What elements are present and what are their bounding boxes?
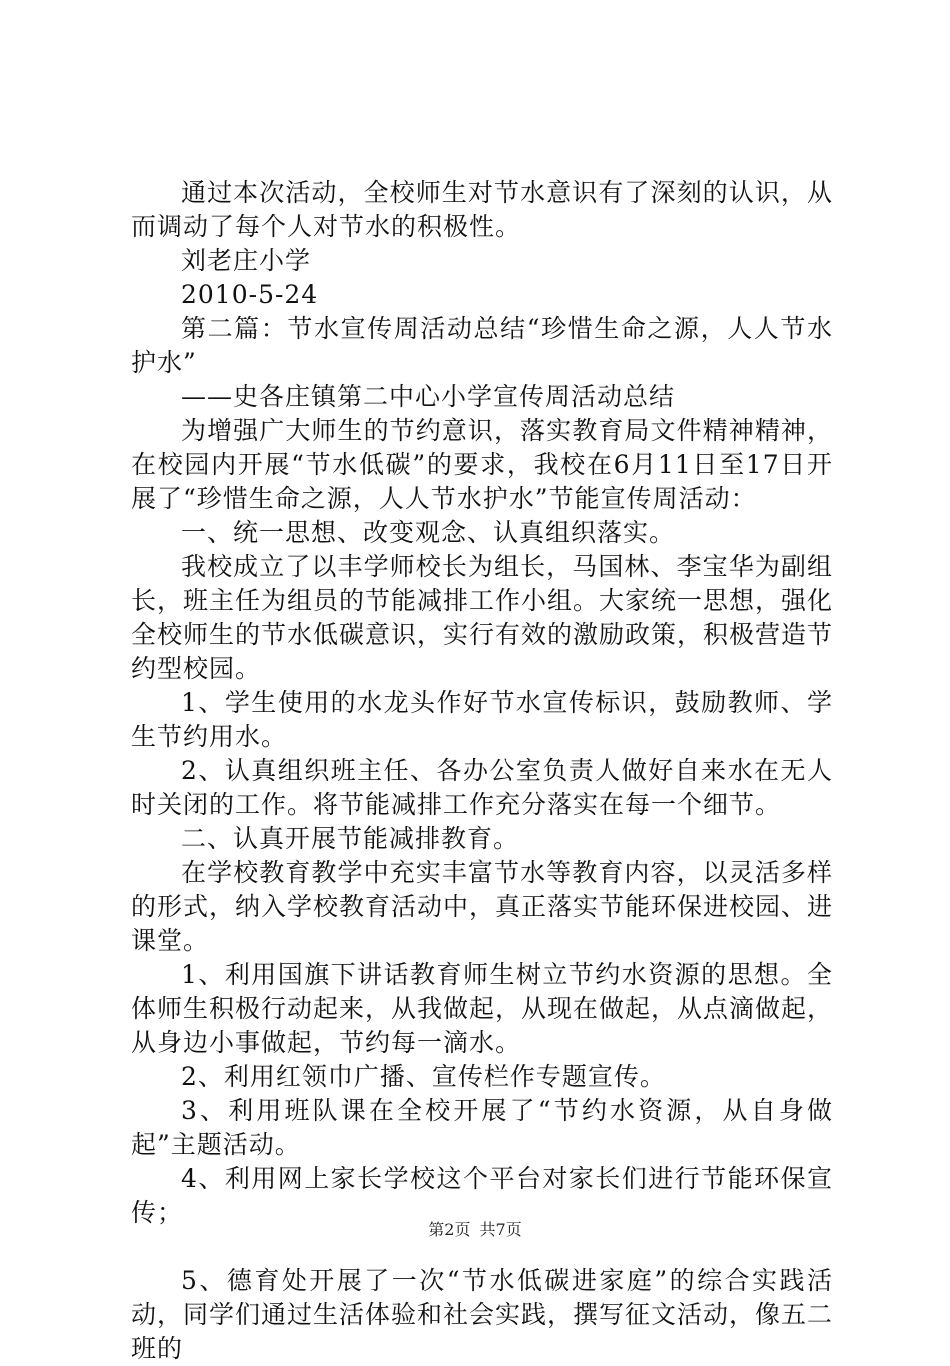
list-item-6: 4、利用网上家长学校这个平台对家长们进行节能环保宣传； [131, 1164, 833, 1227]
heading-two: 二、认真开展节能减排教育。 [181, 824, 520, 853]
document-body [131, 176, 833, 1366]
paragraph-summary: 通过本次活动，全校师生对节水意识有了深刻的认识，从而调动了每个人对节水的积极性。 [131, 178, 833, 241]
section-subtitle: ——史各庄镇第二中心小学宣传周活动总结 [181, 382, 676, 411]
list-item-3: 1、利用国旗下讲话教育师生树立节约水资源的思想。全体师生积极行动起来，从我做起，从现在做起，从点滴做起，从身边小事做起，节约每一滴水。 [131, 960, 834, 1057]
page-total: 共7页 [479, 1220, 522, 1239]
section-title: 第二篇：节水宣传周活动总结“珍惜生命之源，人人节水护水” [131, 314, 833, 377]
signature-school: 刘老庄小学 [181, 246, 312, 275]
list-item-1: 1、学生使用的水龙头作好节水宣传标识，鼓励教师、学生节约用水。 [131, 688, 833, 751]
page-footer [0, 1217, 950, 1240]
list-item-7: 5、德育处开展了一次“节水低碳进家庭”的综合实践活动，同学们通过生活体验和社会实践，撰写征文活动，像五二班的 [131, 1266, 834, 1363]
list-item-5: 3、利用班队课在全校开展了“节约水资源，从自身做起”主题活动。 [131, 1096, 833, 1159]
heading-one: 一、统一思想、改变观念、认真组织落实。 [181, 518, 676, 547]
paragraph-education: 在学校教育教学中充实丰富节水等教育内容，以灵活多样的形式，纳入学校教育活动中，真正落实节能环保进校园、进课堂。 [131, 858, 834, 955]
list-item-2: 2、认真组织班主任、各办公室负责人做好自来水在无人时关闭的工作。将节能减排工作充分落实在每一个细节。 [131, 756, 833, 819]
paragraph-intro: 为增强广大师生的节约意识，落实教育局文件精神精神，在校园内开展“节水低碳”的要求，我校在6月11日至17日开展了“珍惜生命之源，人人节水护水”节能宣传周活动： [131, 416, 833, 513]
paragraph-team: 我校成立了以丰学师校长为组长，马国林、李宝华为副组长，班主任为组员的节能减排工作小组。大家统一思想，强化全校师生的节水低碳意识，实行有效的激励政策，积极营造节约型校园。 [131, 552, 834, 683]
page-number: 第2页 [428, 1220, 471, 1239]
list-item-4: 2、利用红领巾广播、宣传栏作专题宣传。 [181, 1062, 666, 1091]
signature-date: 2010-5-24 [181, 280, 319, 309]
